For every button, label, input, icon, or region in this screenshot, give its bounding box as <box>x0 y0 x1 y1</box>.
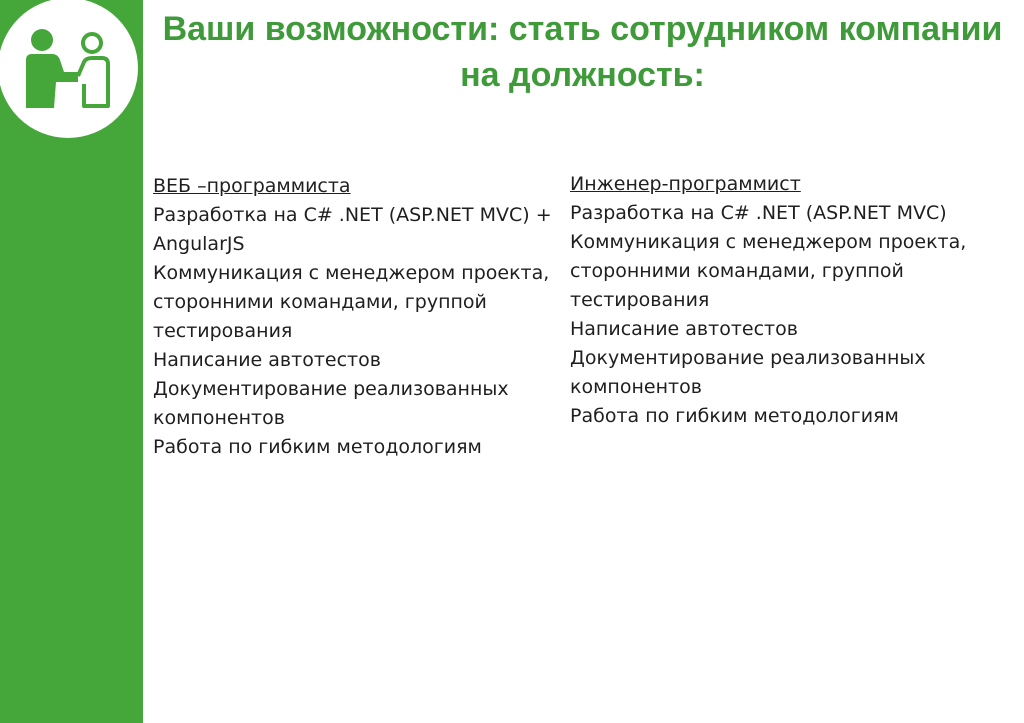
right-position-column <box>570 170 1000 431</box>
left-position-column <box>153 172 558 462</box>
green-sidebar <box>0 0 143 723</box>
right-position-heading: Инженер-программист <box>570 173 801 195</box>
list-item: Разработка на C# .NET (ASP.NET MVC) + AngularJS <box>153 204 552 255</box>
list-item: Документирование реализованных компонентов <box>570 347 926 398</box>
list-item: Написание автотестов <box>570 318 798 340</box>
list-item: Работа по гибким методологиям <box>153 436 482 458</box>
logo-badge <box>0 0 138 138</box>
list-item: Написание автотестов <box>153 349 381 371</box>
list-item: Документирование реализованных компонентов <box>153 378 509 429</box>
list-item: Коммуникация с менеджером проекта, сторонними командами, группой тестирования <box>153 262 550 342</box>
list-item: Работа по гибким методологиям <box>570 405 899 427</box>
list-item: Коммуникация с менеджером проекта, сторонними командами, группой тестирования <box>570 231 967 311</box>
left-position-heading: ВЕБ –программиста <box>153 175 351 197</box>
list-item: Разработка на C# .NET (ASP.NET MVC) <box>570 202 947 224</box>
page-title: Ваши возможности: стать сотрудником компании на должность: <box>162 10 1003 94</box>
people-handshake-icon <box>20 26 116 110</box>
